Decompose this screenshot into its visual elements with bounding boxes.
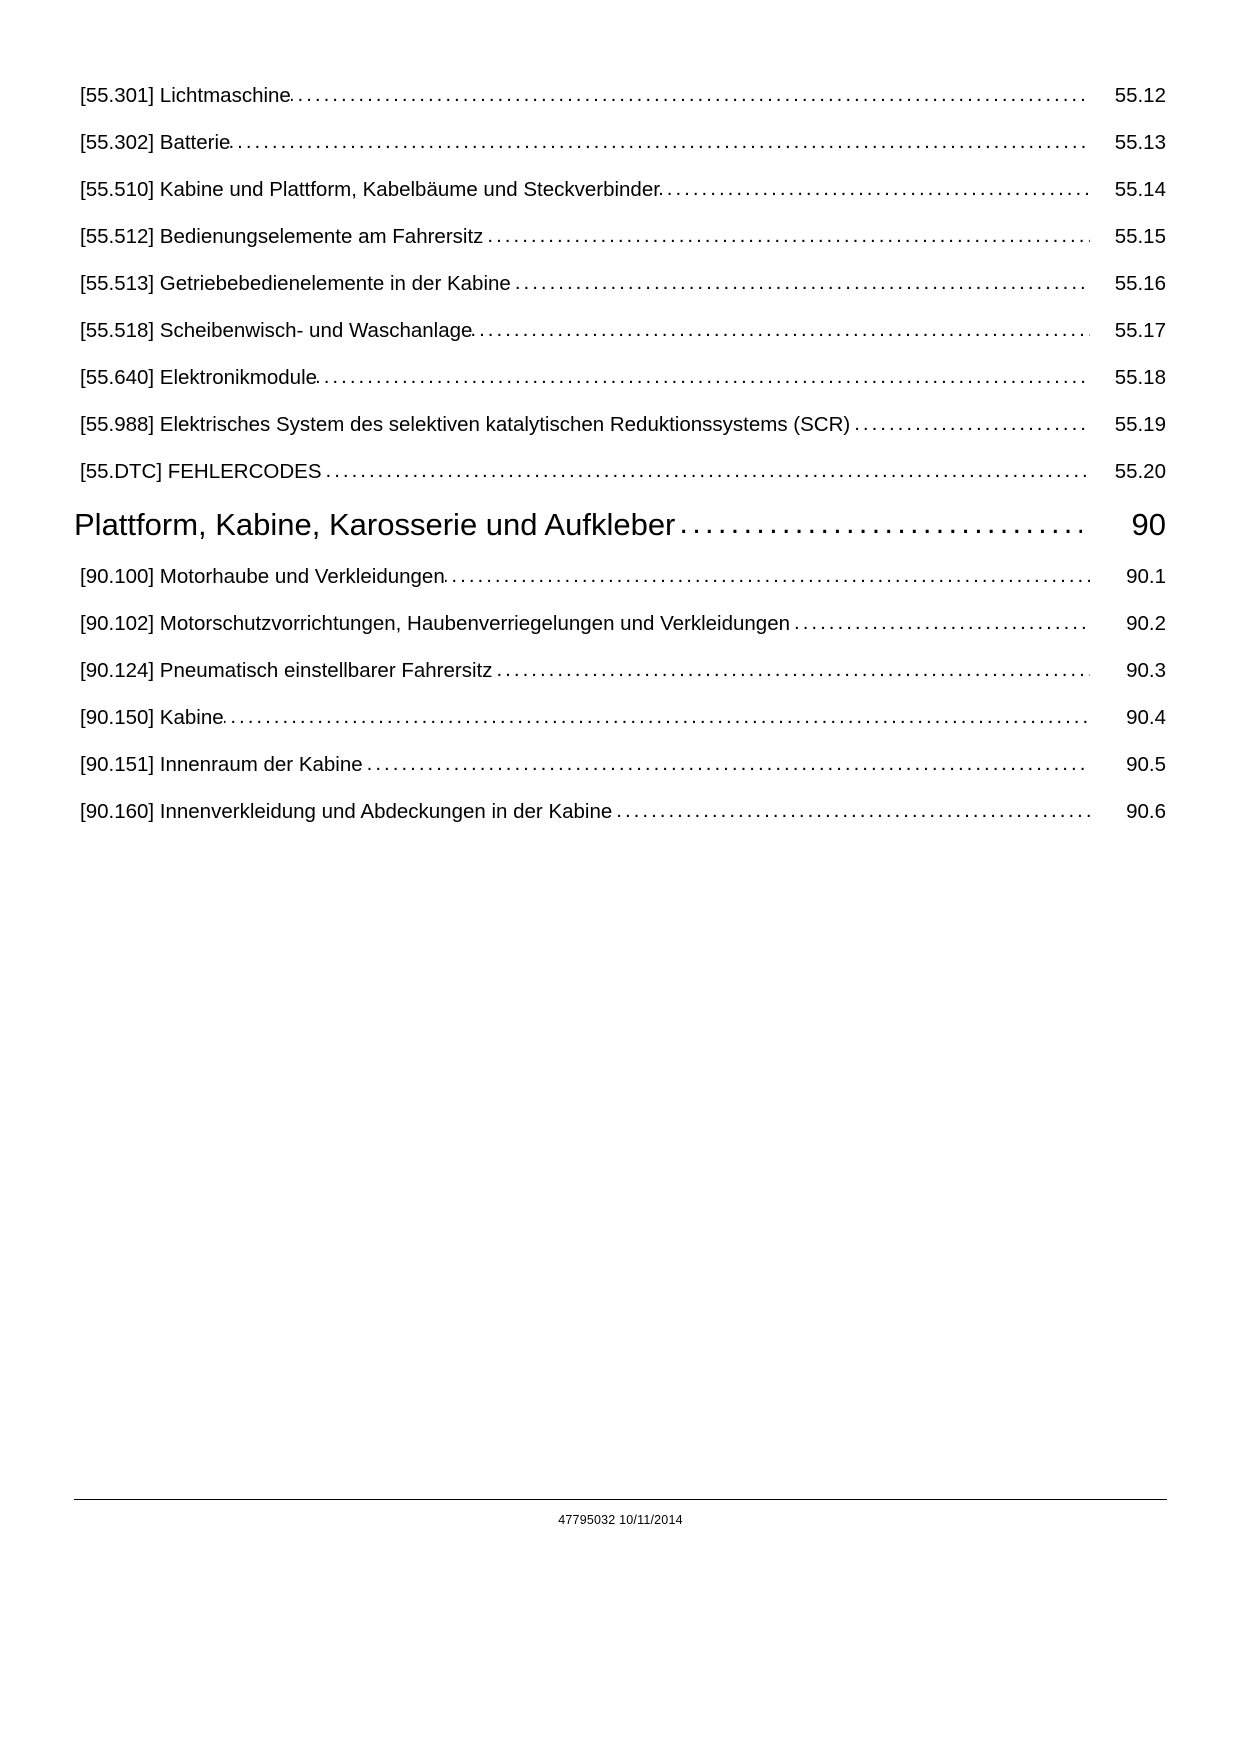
toc-entry[interactable] (74, 708, 1166, 729)
dot-leader (616, 802, 1090, 823)
toc-entry[interactable] (74, 368, 1166, 389)
toc-entry-label: [55.512] Bedienungselemente am Fahrersitz (80, 225, 484, 248)
dot-leader (854, 415, 1090, 436)
toc-entry-page-number: 90.1 (1126, 565, 1166, 588)
toc-section-heading[interactable] (74, 509, 1166, 540)
toc-entry-label: [55.518] Scheibenwisch- und Waschanlage (80, 319, 473, 342)
toc-entry-label: [90.102] Motorschutzvorrichtungen, Haubenverriegelungen und Verkleidungen (80, 612, 791, 635)
toc-entry-label: [55.513] Getriebebedienelemente in der Kabine (80, 272, 511, 295)
toc-entry-label: [55.640] Elektronikmodule (80, 366, 318, 389)
toc-entry-label: [90.100] Motorhaube und Verkleidungen (80, 565, 445, 588)
dot-leader (230, 133, 1090, 154)
dot-leader (317, 368, 1090, 389)
dot-leader (794, 614, 1090, 635)
toc-entry[interactable] (74, 274, 1166, 295)
toc-entry-label: Plattform, Kabine, Karosserie und Aufkleber (74, 507, 676, 542)
toc-entry-label: [55.302] Batterie (80, 131, 231, 154)
dot-leader (660, 180, 1090, 201)
toc-entry-page-number: 90.5 (1126, 753, 1166, 776)
toc-entry-page-number: 55.20 (1114, 460, 1166, 483)
toc-entry-label: [90.151] Innenraum der Kabine (80, 753, 363, 776)
toc-entry[interactable] (74, 415, 1166, 436)
toc-entry-page-number: 55.19 (1114, 413, 1166, 436)
dot-leader (367, 755, 1090, 776)
toc-entry-page-number: 90.2 (1126, 612, 1166, 635)
dot-leader (224, 708, 1090, 729)
toc-entry[interactable] (74, 661, 1166, 682)
dot-leader (496, 661, 1090, 682)
toc-entry[interactable] (74, 86, 1166, 107)
toc-entry-label: [55.DTC] FEHLERCODES (80, 460, 322, 483)
dot-leader (487, 227, 1090, 248)
toc-entry-label: [90.124] Pneumatisch einstellbarer Fahrersitz (80, 659, 493, 682)
dot-leader (445, 567, 1090, 588)
toc-entry[interactable] (74, 567, 1166, 588)
toc-entry-page-number: 90.3 (1126, 659, 1166, 682)
footer-divider (74, 1499, 1167, 1500)
toc-entry-page-number: 90 (1131, 507, 1166, 542)
toc-entry[interactable] (74, 227, 1166, 248)
toc-entry-label: [90.160] Innenverkleidung und Abdeckungen in der Kabine (80, 800, 613, 823)
dot-leader (291, 86, 1090, 107)
footer-text: 47795032 10/11/2014 (558, 1513, 683, 1527)
table-of-contents (74, 86, 1166, 849)
toc-entry-label: [90.150] Kabine (80, 706, 224, 729)
toc-entry-page-number: 90.4 (1126, 706, 1166, 729)
toc-entry[interactable] (74, 462, 1166, 483)
toc-entry[interactable] (74, 802, 1166, 823)
dot-leader (679, 509, 1082, 540)
dot-leader (326, 462, 1091, 483)
toc-entry[interactable] (74, 755, 1166, 776)
toc-entry-label: [55.510] Kabine und Plattform, Kabelbäume und Steckverbinder (80, 178, 661, 201)
dot-leader (515, 274, 1090, 295)
toc-entry-page-number: 55.17 (1114, 319, 1166, 342)
toc-entry[interactable] (74, 321, 1166, 342)
toc-entry-label: [55.988] Elektrisches System des selektiven katalytischen Reduktionssystems (SCR) (80, 413, 851, 436)
toc-entry-page-number: 55.18 (1114, 366, 1166, 389)
toc-entry-page-number: 55.15 (1114, 225, 1166, 248)
toc-entry-page-number: 55.14 (1114, 178, 1166, 201)
toc-entry-page-number: 55.16 (1114, 272, 1166, 295)
dot-leader (472, 321, 1090, 342)
toc-entry[interactable] (74, 133, 1166, 154)
toc-entry-label: [55.301] Lichtmaschine (80, 84, 291, 107)
toc-entry-page-number: 55.12 (1114, 84, 1166, 107)
toc-entry-page-number: 90.6 (1126, 800, 1166, 823)
toc-entry-page-number: 55.13 (1114, 131, 1166, 154)
toc-entry[interactable] (74, 614, 1166, 635)
toc-entry[interactable] (74, 180, 1166, 201)
